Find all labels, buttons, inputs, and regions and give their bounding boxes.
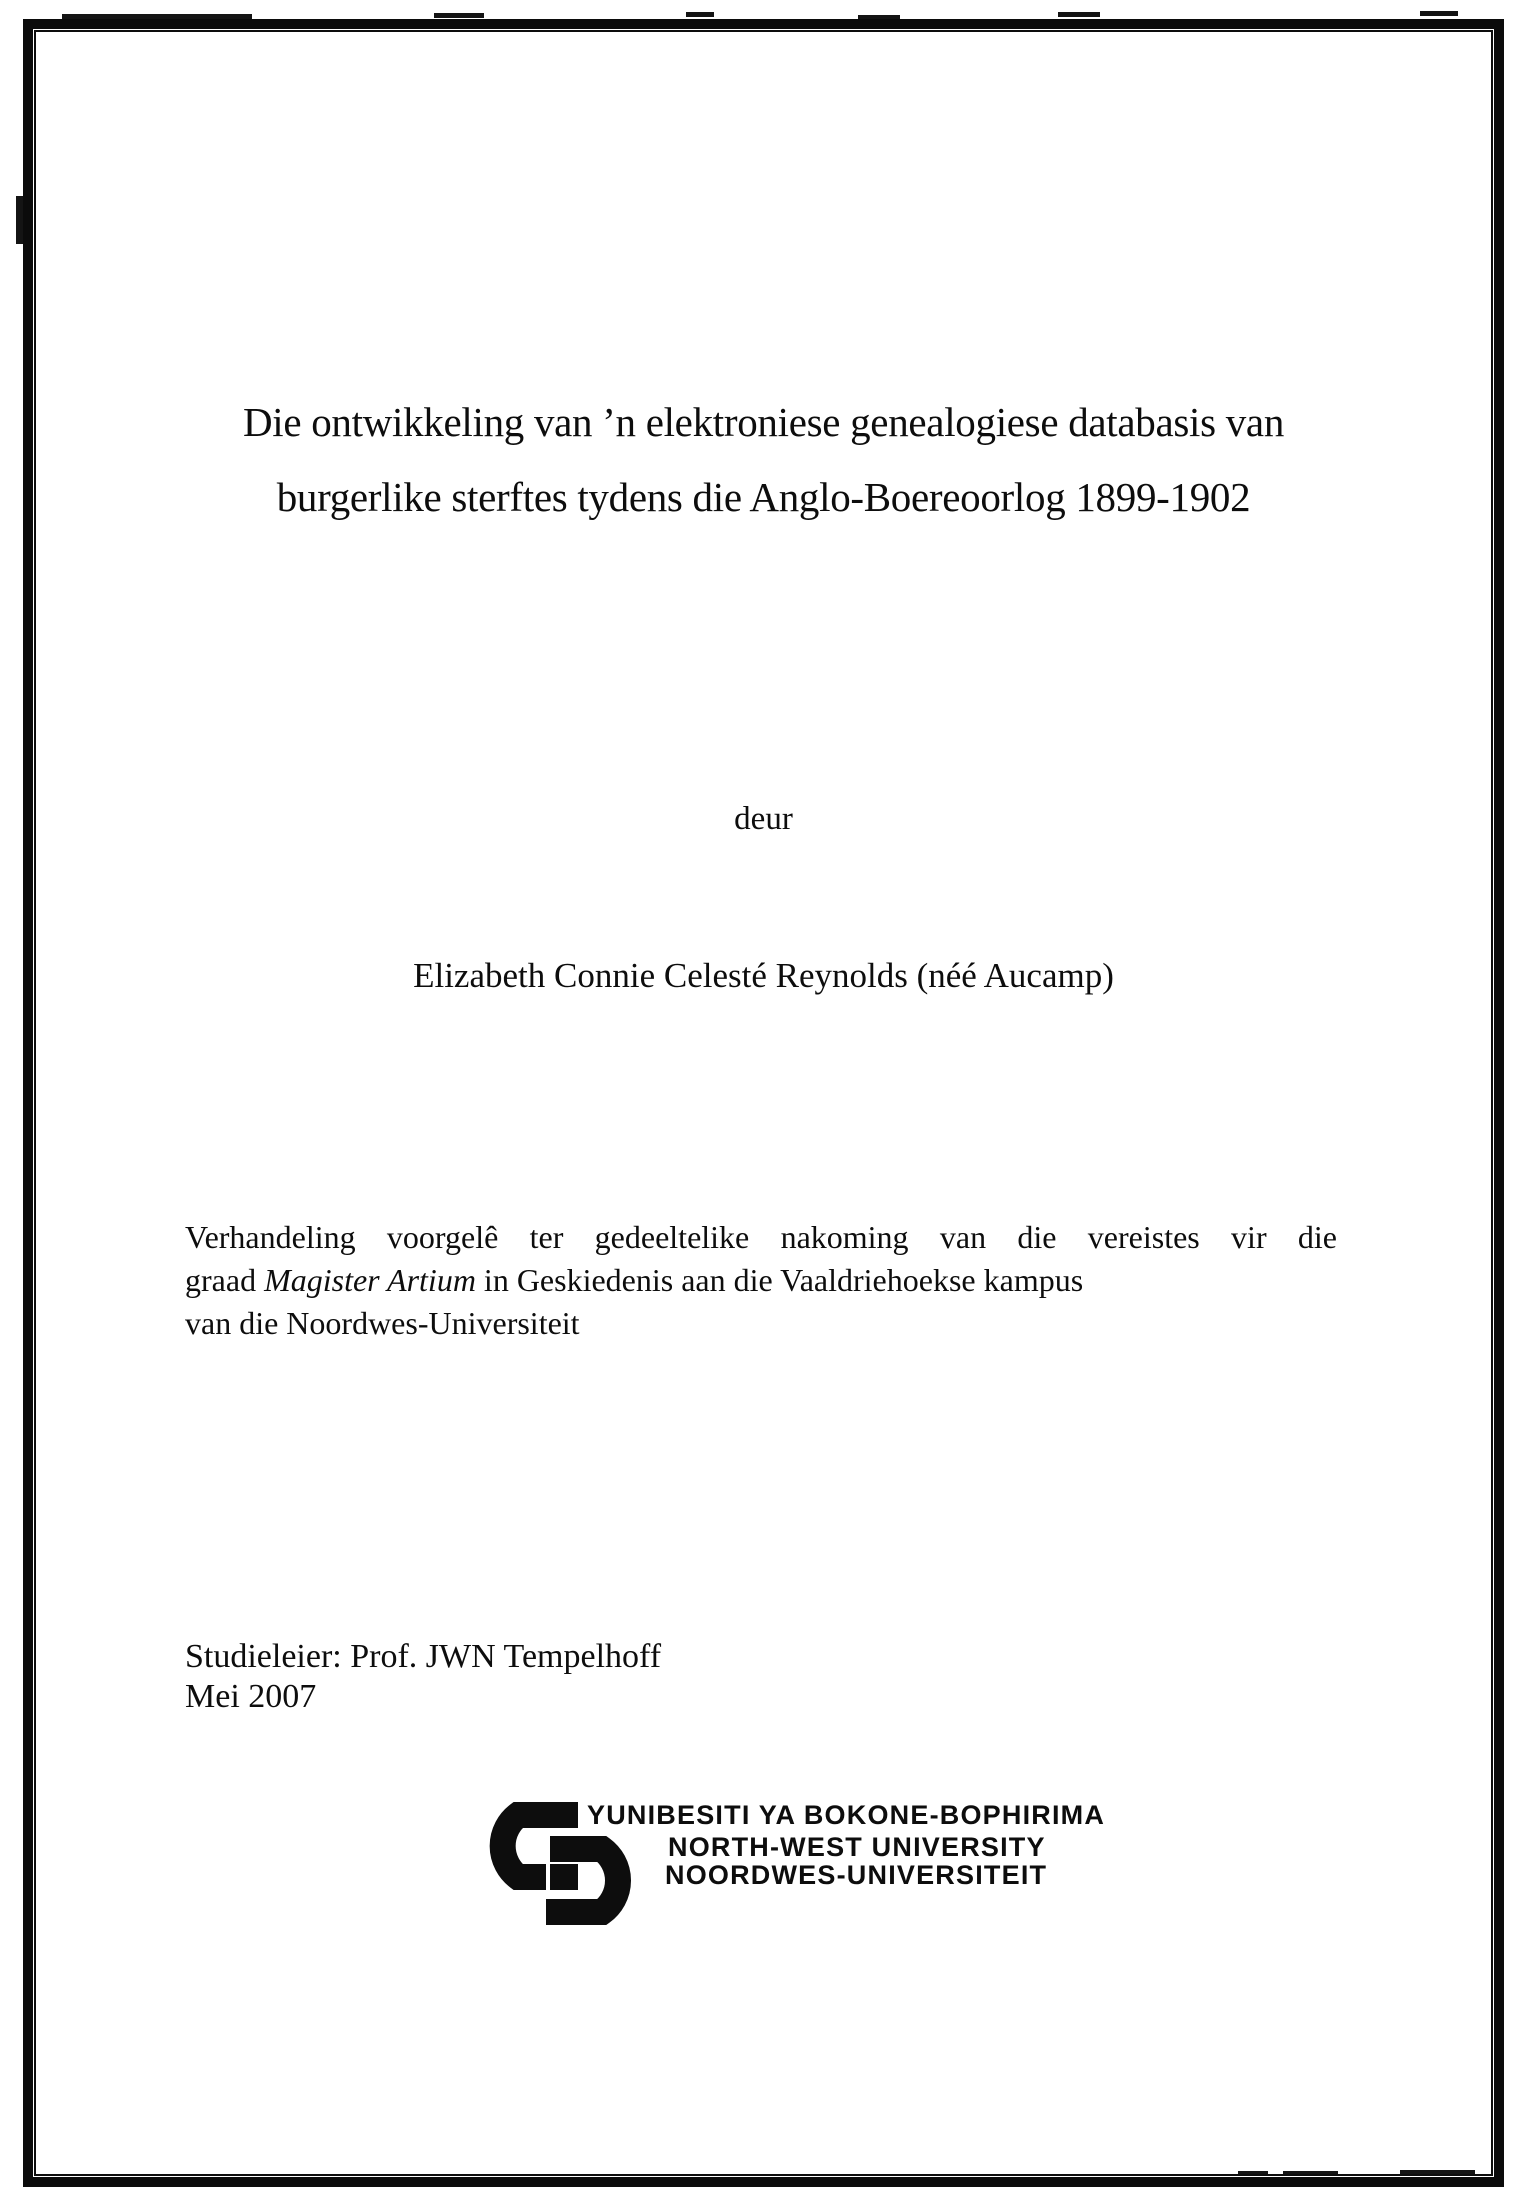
supervisor-block <box>185 1637 661 1717</box>
thesis-statement-line-3: van die Noordwes-Universiteit <box>185 1305 580 1341</box>
scan-artifact <box>1420 11 1458 16</box>
thesis-statement-line-2-suffix: in Geskiedenis aan die Vaaldriehoekse kampus <box>475 1262 1084 1298</box>
scan-artifact <box>1058 12 1100 17</box>
thesis-statement-line-2 <box>185 1259 1337 1302</box>
degree-name: Magister Artium <box>264 1262 476 1298</box>
supervisor-line: Studieleier: Prof. JWN Tempelhoff <box>185 1638 662 1675</box>
logo-text-setswana: YUNIBESITI YA BOKONE-BOPHIRIMA <box>587 1800 1106 1830</box>
page-title-line-2: burgerlike sterftes tydens die Anglo-Boereoorlog 1899-1902 <box>276 474 1251 520</box>
scan-artifact <box>434 13 484 18</box>
page-title-line-1: Die ontwikkeling van ’n elektroniese genealogiese databasis van <box>242 399 1285 445</box>
scan-artifact <box>686 12 714 17</box>
author-name: Elizabeth Connie Celesté Reynolds (néé Aucamp) <box>413 956 1114 995</box>
thesis-statement <box>185 1216 1337 1345</box>
thesis-statement-line-1: Verhandeling voorgelê ter gedeeltelike nakoming van die vereistes vir die <box>185 1219 1337 1255</box>
date-line: Mei 2007 <box>185 1678 317 1715</box>
thesis-statement-line-2-prefix: graad <box>185 1262 265 1298</box>
byline: deur <box>734 801 793 837</box>
logo-text-english: NORTH-WEST UNIVERSITY <box>668 1832 1046 1862</box>
logo-text-afrikaans: NOORDWES-UNIVERSITEIT <box>665 1860 1048 1890</box>
